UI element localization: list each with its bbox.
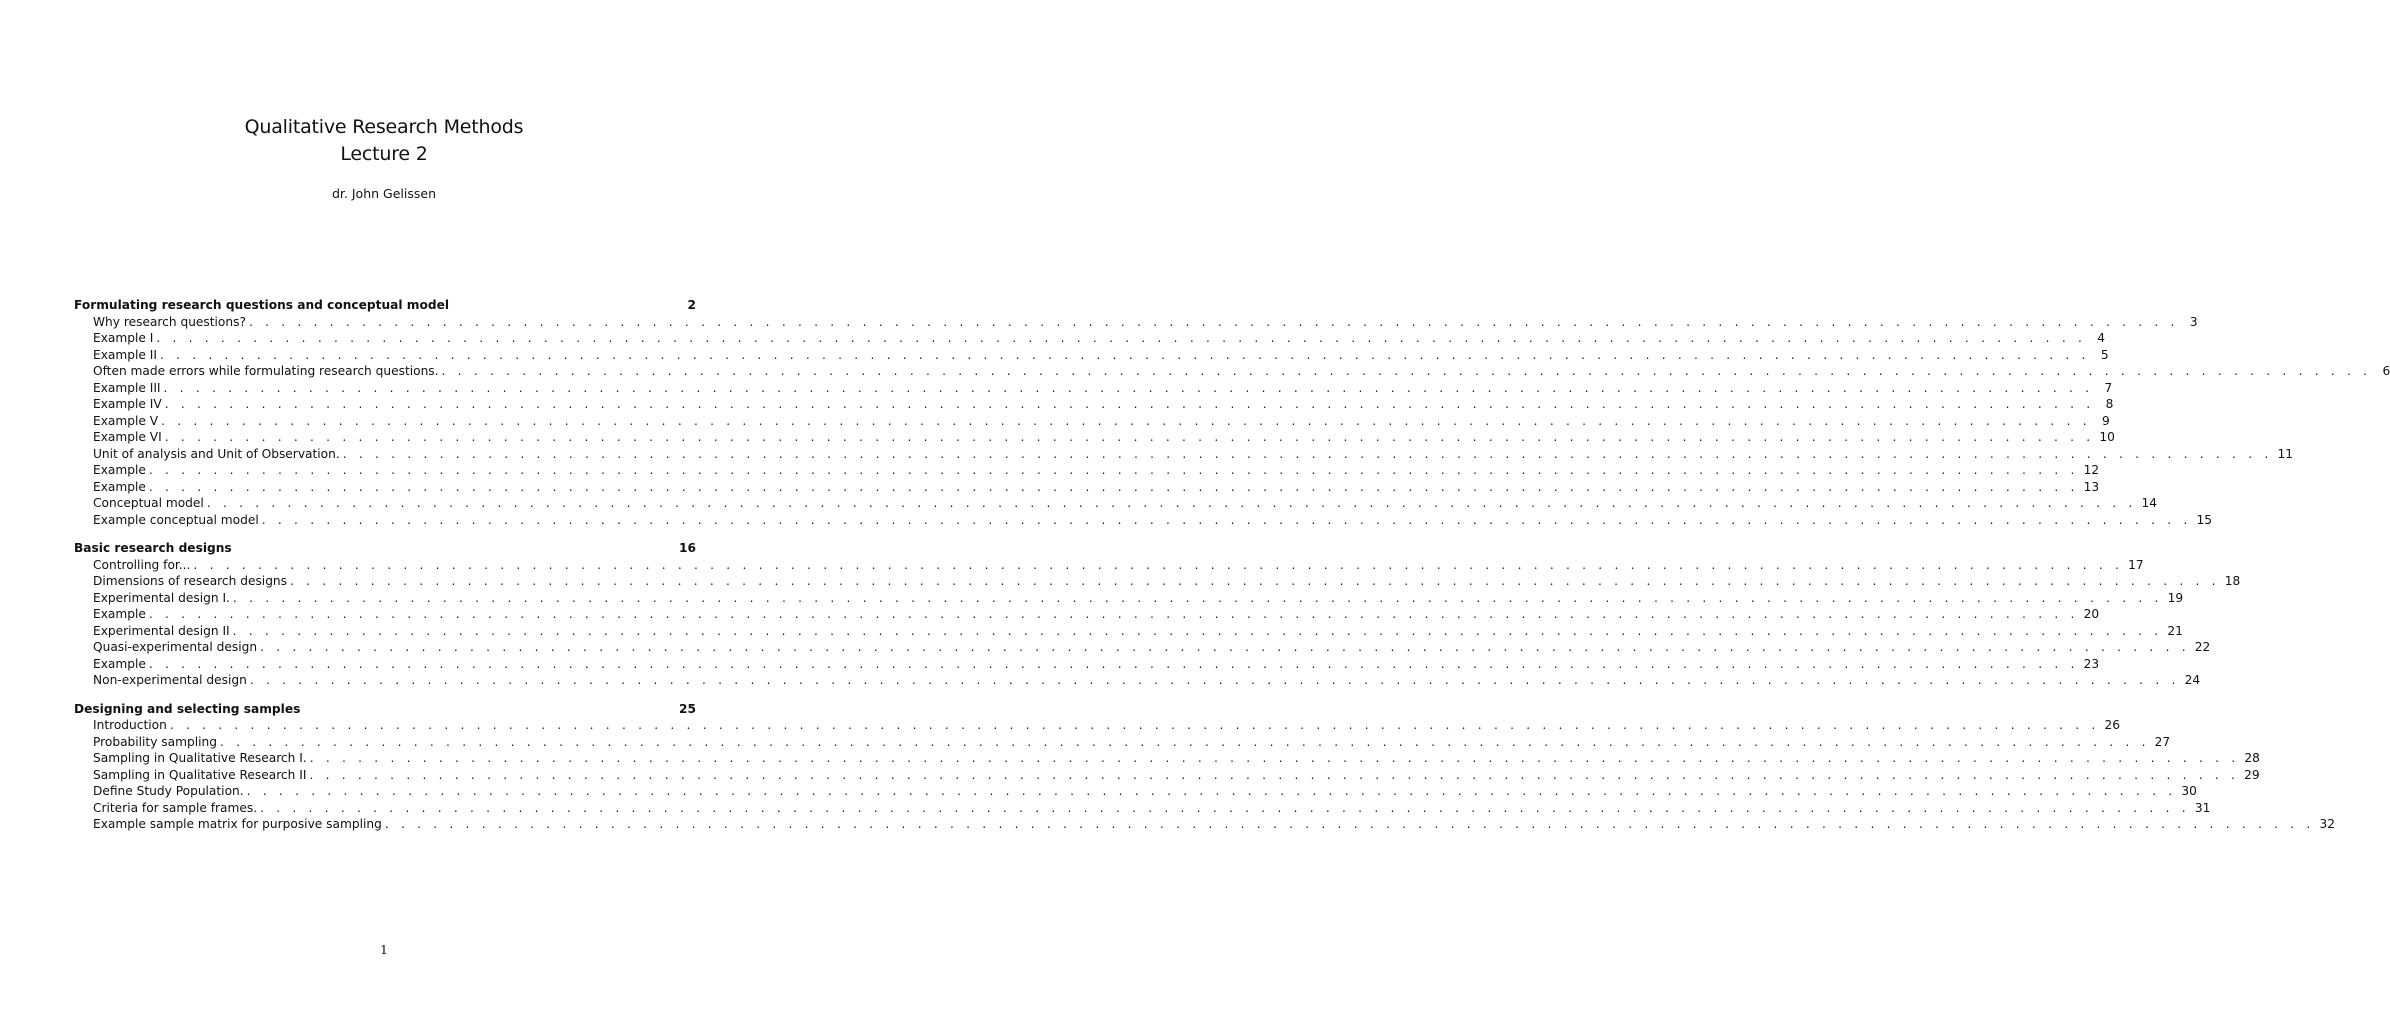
toc-entry-title: Example VI	[93, 430, 162, 444]
toc-entry[interactable]	[74, 734, 2171, 751]
toc-entry[interactable]	[74, 413, 2110, 430]
dot-leader: . . . . . . . . . . . . . . . . . . . . . . . . . . . . . . . . . . . . . . . . . . . . . . . . . . . . . . . . . . . . . . . . . . . . . . . . . . . . . . . . . . . . . . . . . . . . . . . . . . . . . . . . . . . . . . . . . . . . . . . .	[169, 718, 2100, 732]
dot-leader: . . . . . . . . . . . . . . . . . . . . . . . . . . . . . . . . . . . . . . . . . . . . . . . . . . . . . . . . . . . . . . . . . . . . . . . . . . . . . . . . . . . . . . . . . . . . . . . . . . . . . . . . . . . . . . . . . . . . . . . .	[148, 479, 2079, 494]
toc-entry[interactable]	[74, 750, 2260, 767]
toc-entry-title: Example II	[93, 347, 157, 362]
toc-entry-page: 10	[2099, 430, 2115, 444]
toc-entry-page: 13	[2083, 479, 2100, 494]
toc-entry[interactable]	[74, 557, 2144, 574]
toc-entry[interactable]	[74, 512, 2212, 529]
toc-entry-page: 21	[2167, 623, 2183, 638]
toc-entry[interactable]	[74, 495, 2158, 512]
toc-entry[interactable]	[74, 429, 2115, 446]
toc-entry-title: Experimental design II	[93, 623, 230, 638]
dot-leader: . . . . . . . . . . . . . . . . . . . . . . . . . . . . . . . . . . . . . . . . . . . . . . . . . . . . . . . . . . . . . . . . . . . . . . . . . . . . . . . . . . . . . . . . . . . . . . . . . . . . . . . . . . . . . . . . . . . . . . . .	[384, 817, 2315, 831]
toc-entry-title: Example conceptual model	[93, 512, 259, 527]
toc-entry[interactable]	[74, 314, 2198, 331]
toc-entry-title: Sampling in Qualitative Research II	[93, 767, 307, 782]
toc-entry-page: 3	[2189, 314, 2198, 329]
dot-leader: . . . . . . . . . . . . . . . . . . . . . . . . . . . . . . . . . . . . . . . . . . . . . . . . . . . . . . . . . . . . . . . . . . . . . . . . . . . . . . . . . . . . . . . . . . . . . . . . . . . . . . . . . . . . . . . . . . . . . . . .	[159, 347, 2090, 362]
toc-entry-page: 5	[2100, 347, 2109, 362]
toc-entry-page: 7	[2104, 380, 2113, 395]
toc-entry-page: 24	[2184, 673, 2201, 687]
dot-leader: . . . . . . . . . . . . . . . . . . . . . . . . . . . . . . . . . . . . . . . . . . . . . . . . . . . . . . . . . . . . . . . . . . . . . . . . . . . . . . . . . . . . . . . . . . . . . . . . . . . . . . . . . . . . . . . . . . . . . . . .	[161, 413, 2091, 428]
dot-leader: . . . . . . . . . . . . . . . . . . . . . . . . . . . . . . . . . . . . . . . . . . . . . . . . . . . . . . . . . . . . . . . . . . . . . . . . . . . . . . . . . . . . . . . . . . . . . . . . . . . . . . . . . . . . . . . . . . . . . . . .	[342, 446, 2273, 461]
toc-entry[interactable]	[74, 800, 2211, 817]
toc-section-heading[interactable]	[74, 540, 696, 557]
toc-entry-page: 23	[2083, 656, 2100, 671]
toc-entry-title: Non-experimental design	[93, 673, 247, 687]
toc-entry-title: Example IV	[93, 397, 162, 411]
toc-entry[interactable]	[74, 767, 2260, 784]
toc-section-title: Formulating research questions and conceptual model	[74, 298, 450, 312]
toc-entry-title: Example	[93, 656, 146, 671]
toc-entry[interactable]	[74, 672, 2201, 689]
dot-leader: . . . . . . . . . . . . . . . . . . . . . . . . . . . . . . . . . . . . . . . . . . . . . . . . . . . . . . . . . . . . . . . . . . . . . . . . . . . . . . . . . . . . . . . . . . . . . . . . . . . . . . . . . . . . . . . . . . . . . . . .	[441, 364, 2372, 378]
toc-section	[74, 540, 2241, 689]
toc-entry[interactable]	[74, 783, 2197, 800]
toc-entry-page: 26	[2104, 718, 2121, 732]
toc-entry[interactable]	[74, 363, 2390, 380]
dot-leader: . . . . . . . . . . . . . . . . . . . . . . . . . . . . . . . . . . . . . . . . . . . . . . . . . . . . . . . . . . . . . . . . . . . . . . . . . . . . . . . . . . . . . . . . . . . . . . . . . . . . . . . . . . . . . . . . . . . . . . . .	[232, 590, 2163, 605]
dot-leader: . . . . . . . . . . . . . . . . . . . . . . . . . . . . . . . . . . . . . . . . . . . . . . . . . . . . . . . . . . . . . . . . . . . . . . . . . . . . . . . . . . . . . . . . . . . . . . . . . . . . . . . . . . . . . . . . . . . . . . . .	[261, 512, 2192, 527]
dot-leader: . . . . . . . . . . . . . . . . . . . . . . . . . . . . . . . . . . . . . . . . . . . . . . . . . . . . . . . . . . . . . . . . . . . . . . . . . . . . . . . . . . . . . . . . . . . . . . . . . . . . . . . . . . . . . . . . . . . . . . . .	[163, 380, 2094, 395]
toc-entry-title: Example sample matrix for purposive sampling	[93, 817, 382, 831]
toc-entry-title: Sampling in Qualitative Research I.	[93, 751, 307, 765]
toc-entry[interactable]	[74, 656, 2100, 673]
dot-leader: . . . . . . . . . . . . . . . . . . . . . . . . . . . . . . . . . . . . . . . . . . . . . . . . . . . . . . . . . . . . . . . . . . . . . . . . . . . . . . . . . . . . . . . . . . . . . . . . . . . . . . . . . . . . . . . . . . . . . . . .	[246, 784, 2177, 798]
toc-entry-page: 30	[2181, 784, 2197, 798]
dot-leader: . . . . . . . . . . . . . . . . . . . . . . . . . . . . . . . . . . . . . . . . . . . . . . . . . . . . . . . . . . . . . . . . . . . . . . . . . . . . . . . . . . . . . . . . . . . . . . . . . . . . . . . . . . . . . . . . . . . . . . . .	[193, 557, 2124, 572]
toc-entry-page: 11	[2277, 446, 2293, 461]
toc-entry-page: 8	[2105, 397, 2114, 411]
toc-entry[interactable]	[74, 717, 2121, 734]
dot-leader: . . . . . . . . . . . . . . . . . . . . . . . . . . . . . . . . . . . . . . . . . . . . . . . . . . . . . . . . . . . . . . . . . . . . . . . . . . . . . . . . . . . . . . . . . . . . . . . . . . . . . . . . . . . . . . . . . . . . . . . .	[164, 430, 2095, 444]
toc-entry-title: Dimensions of research designs	[93, 574, 288, 588]
toc-entry-page: 18	[2224, 574, 2241, 588]
toc-entry-title: Example I	[93, 331, 154, 345]
dot-leader: . . . . . . . . . . . . . . . . . . . . . . . . . . . . . . . . . . . . . . . . . . . . . . . . . . . . . . . . . . . . . . . . . . . . . . . . . . . . . . . . . . . . . . . . . . . . . . . . . . . . . . . . . . . . . . . . . . . . . . . .	[290, 574, 2220, 588]
toc-entry-title: Unit of analysis and Unit of Observation.	[93, 446, 340, 461]
dot-leader: . . . . . . . . . . . . . . . . . . . . . . . . . . . . . . . . . . . . . . . . . . . . . . . . . . . . . . . . . . . . . . . . . . . . . . . . . . . . . . . . . . . . . . . . . . . . . . . . . . . . . . . . . . . . . . . . . . . . . . . .	[309, 751, 2240, 765]
toc-entry-page: 31	[2194, 800, 2211, 815]
dot-leader: . . . . . . . . . . . . . . . . . . . . . . . . . . . . . . . . . . . . . . . . . . . . . . . . . . . . . . . . . . . . . . . . . . . . . . . . . . . . . . . . . . . . . . . . . . . . . . . . . . . . . . . . . . . . . . . . . . . . . . . .	[232, 623, 2163, 638]
author-name: dr. John Gelissen	[332, 186, 436, 201]
toc-section-heading[interactable]	[74, 297, 696, 314]
toc-entry[interactable]	[74, 396, 2114, 413]
toc-entry-page: 9	[2102, 413, 2110, 428]
toc-entry[interactable]	[74, 816, 2336, 833]
toc-entry-title: Conceptual model	[93, 496, 204, 510]
toc-entry[interactable]	[74, 380, 2113, 397]
toc-entry-page: 17	[2128, 557, 2144, 572]
toc-entry[interactable]	[74, 639, 2211, 656]
toc-entry[interactable]	[74, 446, 2293, 463]
toc-entry-page: 29	[2244, 767, 2260, 782]
toc-entry-page: 27	[2154, 734, 2171, 749]
toc-entry-title: Why research questions?	[93, 314, 246, 329]
toc-entry[interactable]	[74, 462, 2100, 479]
toc-entry[interactable]	[74, 573, 2241, 590]
document-title: Qualitative Research Methods	[244, 116, 524, 138]
dot-leader: . . . . . . . . . . . . . . . . . . . . . . . . . . . . . . . . . . . . . . . . . . . . . . . . . . . . . . . . . . . . . . . . . . . . . . . . . . . . . . . . . . . . . . . . . . . . . . . . . . . . . . . . . . . . . . . . . . . . . . . .	[156, 331, 2087, 345]
toc-entry-title: Example	[93, 607, 146, 621]
dot-leader: . . . . . . . . . . . . . . . . . . . . . . . . . . . . . . . . . . . . . . . . . . . . . . . . . . . . . . . . . . . . . . . . . . . . . . . . . . . . . . . . . . . . . . . . . . . . . . . . . . . . . . . . . . . . . . . . . . . . . . . .	[148, 656, 2079, 671]
dot-leader: . . . . . . . . . . . . . . . . . . . . . . . . . . . . . . . . . . . . . . . . . . . . . . . . . . . . . . . . . . . . . . . . . . . . . . . . . . . . . . . . . . . . . . . . . . . . . . . . . . . . . . . . . . . . . . . . . . . . . . . .	[260, 640, 2190, 654]
toc-entry-title: Example V	[93, 413, 159, 428]
toc-entry[interactable]	[74, 623, 2183, 640]
toc-entry-title: Experimental design I.	[93, 590, 230, 605]
document-subtitle: Lecture 2	[340, 143, 428, 165]
table-of-contents	[74, 297, 2390, 845]
toc-section	[74, 297, 2390, 528]
toc-entry[interactable]	[74, 590, 2184, 607]
toc-entry-page: 28	[2244, 751, 2260, 765]
title-block	[0, 114, 768, 202]
toc-entry-page: 22	[2194, 640, 2211, 654]
dot-leader: . . . . . . . . . . . . . . . . . . . . . . . . . . . . . . . . . . . . . . . . . . . . . . . . . . . . . . . . . . . . . . . . . . . . . . . . . . . . . . . . . . . . . . . . . . . . . . . . . . . . . . . . . . . . . . . . . . . . . . . .	[148, 463, 2079, 477]
toc-entry[interactable]	[74, 330, 2106, 347]
toc-entry-title: Example III	[93, 380, 161, 395]
toc-entry[interactable]	[74, 347, 2109, 364]
toc-entry-title: Controlling for...	[93, 557, 191, 572]
toc-entry[interactable]	[74, 479, 2100, 496]
toc-entry-page: 20	[2083, 607, 2100, 621]
dot-leader: . . . . . . . . . . . . . . . . . . . . . . . . . . . . . . . . . . . . . . . . . . . . . . . . . . . . . . . . . . . . . . . . . . . . . . . . . . . . . . . . . . . . . . . . . . . . . . . . . . . . . . . . . . . . . . . . . . . . . . . .	[164, 397, 2095, 411]
toc-entry-page: 4	[2097, 331, 2106, 345]
page-number: 1	[380, 942, 388, 957]
toc-entry-page: 32	[2319, 817, 2336, 831]
toc-entry-page: 15	[2196, 512, 2212, 527]
toc-entry-title: Example	[93, 479, 146, 494]
toc-entry-page: 12	[2083, 463, 2100, 477]
toc-section-title: Designing and selecting samples	[74, 701, 301, 716]
dot-leader: . . . . . . . . . . . . . . . . . . . . . . . . . . . . . . . . . . . . . . . . . . . . . . . . . . . . . . . . . . . . . . . . . . . . . . . . . . . . . . . . . . . . . . . . . . . . . . . . . . . . . . . . . . . . . . . . . . . . . . . .	[260, 800, 2190, 815]
toc-entry[interactable]	[74, 606, 2100, 623]
dot-leader: . . . . . . . . . . . . . . . . . . . . . . . . . . . . . . . . . . . . . . . . . . . . . . . . . . . . . . . . . . . . . . . . . . . . . . . . . . . . . . . . . . . . . . . . . . . . . . . . . . . . . . . . . . . . . . . . . . . . . . . .	[248, 314, 2179, 329]
dot-leader: . . . . . . . . . . . . . . . . . . . . . . . . . . . . . . . . . . . . . . . . . . . . . . . . . . . . . . . . . . . . . . . . . . . . . . . . . . . . . . . . . . . . . . . . . . . . . . . . . . . . . . . . . . . . . . . . . . . . . . . .	[206, 496, 2137, 510]
toc-entry-title: Often made errors while formulating research questions.	[93, 364, 439, 378]
toc-entry-title: Criteria for sample frames.	[93, 800, 258, 815]
toc-section-heading[interactable]	[74, 701, 696, 718]
dot-leader: . . . . . . . . . . . . . . . . . . . . . . . . . . . . . . . . . . . . . . . . . . . . . . . . . . . . . . . . . . . . . . . . . . . . . . . . . . . . . . . . . . . . . . . . . . . . . . . . . . . . . . . . . . . . . . . . . . . . . . . .	[219, 734, 2150, 749]
toc-entry-page: 19	[2167, 590, 2184, 605]
dot-leader: . . . . . . . . . . . . . . . . . . . . . . . . . . . . . . . . . . . . . . . . . . . . . . . . . . . . . . . . . . . . . . . . . . . . . . . . . . . . . . . . . . . . . . . . . . . . . . . . . . . . . . . . . . . . . . . . . . . . . . . .	[148, 607, 2079, 621]
toc-entry-title: Define Study Population.	[93, 784, 244, 798]
dot-leader: . . . . . . . . . . . . . . . . . . . . . . . . . . . . . . . . . . . . . . . . . . . . . . . . . . . . . . . . . . . . . . . . . . . . . . . . . . . . . . . . . . . . . . . . . . . . . . . . . . . . . . . . . . . . . . . . . . . . . . . .	[309, 767, 2240, 782]
toc-entry-title: Introduction	[93, 718, 167, 732]
toc-entry-title: Example	[93, 463, 146, 477]
toc-entry-page: 6	[2382, 364, 2390, 378]
toc-section-page: 16	[679, 541, 696, 555]
toc-section-title: Basic research designs	[74, 541, 232, 555]
toc-entry-page: 14	[2141, 496, 2158, 510]
toc-section	[74, 701, 2336, 833]
toc-section-page: 25	[679, 701, 696, 716]
toc-entry-title: Quasi-experimental design	[93, 640, 258, 654]
toc-entry-title: Probability sampling	[93, 734, 217, 749]
dot-leader: . . . . . . . . . . . . . . . . . . . . . . . . . . . . . . . . . . . . . . . . . . . . . . . . . . . . . . . . . . . . . . . . . . . . . . . . . . . . . . . . . . . . . . . . . . . . . . . . . . . . . . . . . . . . . . . . . . . . . . . .	[249, 673, 2180, 687]
toc-section-page: 2	[687, 298, 696, 312]
